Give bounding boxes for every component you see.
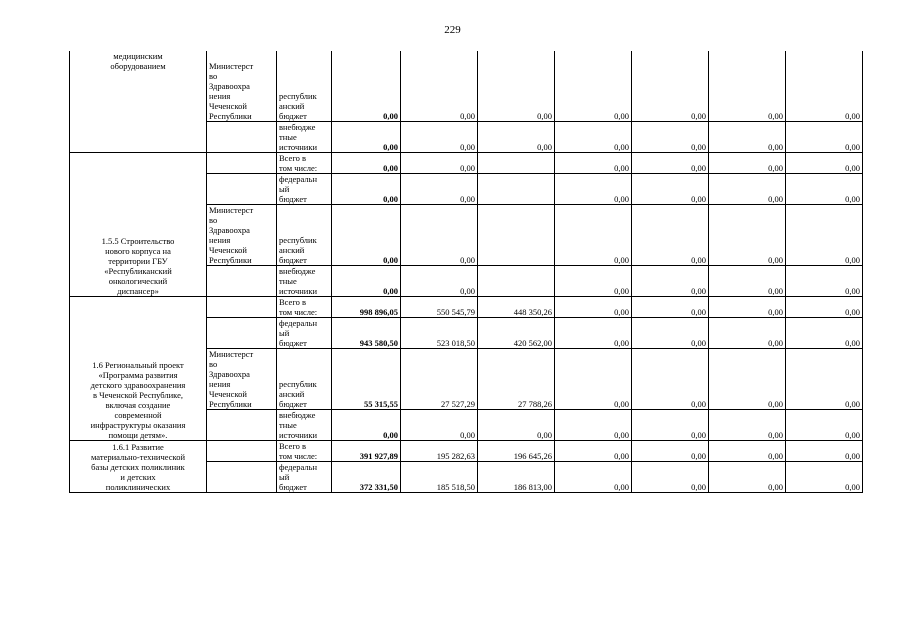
amount-cell: 0,00 [709, 122, 786, 153]
table-row [70, 441, 863, 462]
amount-cell: 0,00 [786, 51, 863, 122]
amount-cell: 0,00 [555, 441, 632, 462]
amount-cell: 0,00 [332, 410, 401, 441]
empty-executor-cell [207, 297, 277, 318]
amount-cell: 0,00 [332, 122, 401, 153]
amount-cell: 0,00 [555, 462, 632, 493]
funding-source-cell: федеральн ый бюджет [277, 318, 332, 349]
table-row [70, 153, 863, 174]
amount-cell: 0,00 [632, 349, 709, 410]
amount-cell: 0,00 [555, 205, 632, 266]
funding-source-cell: республик анский бюджет [277, 205, 332, 266]
amount-cell: 420 562,00 [478, 318, 555, 349]
funding-source-cell: республик анский бюджет [277, 51, 332, 122]
amount-cell: 0,00 [786, 122, 863, 153]
amount-cell: 0,00 [555, 318, 632, 349]
amount-cell: 0,00 [478, 410, 555, 441]
amount-cell: 372 331,50 [332, 462, 401, 493]
amount-cell: 0,00 [709, 51, 786, 122]
amount-cell: 186 813,00 [478, 462, 555, 493]
amount-cell: 0,00 [709, 266, 786, 297]
empty-executor-cell [207, 318, 277, 349]
executor-cell: Министерст во Здравоохра нения Чеченской Республики [207, 349, 277, 410]
amount-cell: 185 518,50 [401, 462, 478, 493]
amount-cell [478, 266, 555, 297]
amount-cell: 0,00 [786, 174, 863, 205]
amount-cell: 0,00 [632, 153, 709, 174]
amount-cell: 0,00 [709, 349, 786, 410]
amount-cell: 0,00 [786, 205, 863, 266]
funding-source-cell: внебюдже тные источники [277, 122, 332, 153]
amount-cell: 0,00 [555, 410, 632, 441]
amount-cell: 55 315,55 [332, 349, 401, 410]
amount-cell: 0,00 [555, 297, 632, 318]
executor-cell: Министерст во Здравоохра нения Чеченской Республики [207, 51, 277, 122]
amount-cell: 0,00 [709, 205, 786, 266]
amount-cell: 0,00 [786, 462, 863, 493]
funding-source-cell: федеральн ый бюджет [277, 462, 332, 493]
amount-cell: 27 527,29 [401, 349, 478, 410]
amount-cell: 0,00 [709, 410, 786, 441]
amount-cell: 0,00 [632, 462, 709, 493]
amount-cell: 0,00 [332, 153, 401, 174]
empty-executor-cell [207, 153, 277, 174]
amount-cell: 0,00 [401, 205, 478, 266]
amount-cell: 0,00 [709, 318, 786, 349]
amount-cell: 195 282,63 [401, 441, 478, 462]
amount-cell: 0,00 [555, 174, 632, 205]
amount-cell: 0,00 [555, 349, 632, 410]
amount-cell: 0,00 [632, 205, 709, 266]
amount-cell: 0,00 [632, 51, 709, 122]
event-name-cell: 1.6.1 Развитие материально-технической базы детских поликлиник и детских поликлинических [70, 441, 207, 493]
funding-source-cell: федеральн ый бюджет [277, 174, 332, 205]
amount-cell: 523 018,50 [401, 318, 478, 349]
funding-source-cell: Всего в том числе: [277, 297, 332, 318]
amount-cell [478, 153, 555, 174]
amount-cell: 0,00 [786, 297, 863, 318]
funding-source-cell: республик анский бюджет [277, 349, 332, 410]
event-name-cell: медицинским оборудованием [70, 51, 207, 153]
executor-cell: Министерст во Здравоохра нения Чеченской Республики [207, 205, 277, 266]
empty-executor-cell [207, 174, 277, 205]
amount-cell: 0,00 [401, 153, 478, 174]
amount-cell: 0,00 [332, 205, 401, 266]
amount-cell: 0,00 [401, 51, 478, 122]
amount-cell: 0,00 [786, 441, 863, 462]
amount-cell: 0,00 [709, 441, 786, 462]
amount-cell: 0,00 [632, 297, 709, 318]
empty-executor-cell [207, 266, 277, 297]
amount-cell: 0,00 [786, 153, 863, 174]
amount-cell: 27 788,26 [478, 349, 555, 410]
amount-cell: 550 545,79 [401, 297, 478, 318]
empty-executor-cell [207, 441, 277, 462]
amount-cell: 0,00 [632, 122, 709, 153]
amount-cell: 0,00 [709, 174, 786, 205]
amount-cell: 0,00 [332, 266, 401, 297]
amount-cell: 0,00 [401, 410, 478, 441]
empty-executor-cell [207, 462, 277, 493]
amount-cell: 448 350,26 [478, 297, 555, 318]
amount-cell: 0,00 [478, 51, 555, 122]
event-name-cell: 1.6 Региональный проект «Программа развития детского здравоохранения в Чеченской Республике, включая создание современной инфраструктуры оказания помощи детям». [70, 297, 207, 441]
amount-cell: 0,00 [632, 410, 709, 441]
amount-cell [478, 174, 555, 205]
amount-cell: 0,00 [632, 318, 709, 349]
amount-cell: 0,00 [401, 174, 478, 205]
page-number: 229 [444, 24, 461, 36]
amount-cell: 0,00 [786, 318, 863, 349]
amount-cell: 998 896,05 [332, 297, 401, 318]
amount-cell: 0,00 [709, 153, 786, 174]
amount-cell: 0,00 [632, 174, 709, 205]
amount-cell: 0,00 [632, 266, 709, 297]
amount-cell: 0,00 [401, 266, 478, 297]
amount-cell: 0,00 [709, 297, 786, 318]
amount-cell: 0,00 [786, 410, 863, 441]
empty-executor-cell [207, 122, 277, 153]
amount-cell: 943 580,50 [332, 318, 401, 349]
empty-executor-cell [207, 410, 277, 441]
amount-cell: 0,00 [786, 349, 863, 410]
amount-cell: 0,00 [786, 266, 863, 297]
amount-cell: 0,00 [632, 441, 709, 462]
table-body [70, 51, 863, 493]
amount-cell: 391 927,89 [332, 441, 401, 462]
amount-cell: 0,00 [555, 122, 632, 153]
event-name-cell: 1.5.5 Строительство нового корпуса на территории ГБУ «Республиканский онкологический диспансер» [70, 153, 207, 297]
amount-cell: 0,00 [555, 153, 632, 174]
amount-cell: 0,00 [401, 122, 478, 153]
amount-cell: 0,00 [478, 122, 555, 153]
table-row [70, 297, 863, 318]
funding-source-cell: Всего в том числе: [277, 441, 332, 462]
table-row [70, 51, 863, 122]
funding-source-cell: внебюдже тные источники [277, 266, 332, 297]
amount-cell: 0,00 [332, 174, 401, 205]
funding-source-cell: Всего в том числе: [277, 153, 332, 174]
financing-table [69, 51, 863, 493]
amount-cell: 0,00 [555, 266, 632, 297]
amount-cell: 0,00 [555, 51, 632, 122]
funding-source-cell: внебюдже тные источники [277, 410, 332, 441]
amount-cell: 0,00 [332, 51, 401, 122]
amount-cell: 196 645,26 [478, 441, 555, 462]
amount-cell [478, 205, 555, 266]
amount-cell: 0,00 [709, 462, 786, 493]
